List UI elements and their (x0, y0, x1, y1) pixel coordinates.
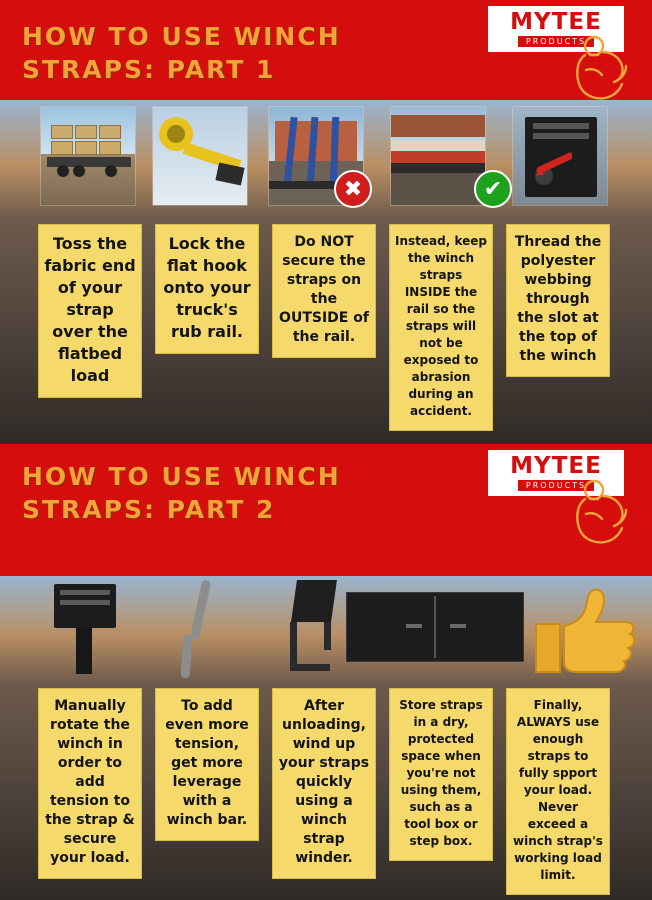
winch-rotate-photo (40, 578, 136, 678)
panel-part-1 (0, 0, 652, 444)
step-card-4: Instead, keep the winch straps INSIDE the rail so the straps will not be exposed to abrasion during an accident. (389, 224, 493, 431)
panel-1-steps (0, 220, 652, 444)
logo-wordmark-2: MYTEE (510, 453, 602, 479)
red-arrow-icon (526, 152, 572, 178)
logo-tagline: PRODUCTS (518, 36, 594, 47)
logo-wordmark: MYTEE (510, 9, 602, 35)
panel-part-2 (0, 444, 652, 900)
x-badge: ✖ (334, 170, 372, 208)
flat-hook-strap-photo (152, 106, 248, 206)
step-card-2: Lock the flat hook onto your truck's rub rail. (155, 224, 259, 354)
step-card-9: Store straps in a dry, protected space when you're not using them, such as a tool box or step box. (389, 688, 493, 861)
straps-inside-rail-photo (390, 106, 486, 206)
panel-2-steps (0, 684, 652, 900)
step-card-6: Manually rotate the winch in order to add tension to the strap & secure your load. (38, 688, 142, 879)
winch-bar-photo (152, 578, 248, 678)
step-card-1: Toss the fabric end of your strap over the flatbed load (38, 224, 142, 398)
step-card-5: Thread the polyester webbing through the slot at the top of the winch (506, 224, 610, 377)
check-badge: ✔ (474, 170, 512, 208)
muscle-mascot-icon (564, 30, 638, 100)
thumbs-up-icon (530, 584, 640, 676)
logo-tagline-2: PRODUCTS (518, 480, 594, 491)
brand-logo-2 (488, 450, 638, 546)
step-card-3: Do NOT secure the straps on the OUTSIDE of the rail. (272, 224, 376, 358)
panel-1-photo-strip (0, 100, 652, 220)
step-card-10: Finally, ALWAYS use enough straps to fully spport your load. Never exceed a winch strap's working load limit. (506, 688, 610, 895)
brand-logo (488, 6, 638, 100)
panel-1-header (0, 0, 652, 100)
panel-2-photo-strip (0, 576, 652, 684)
muscle-mascot-icon-2 (564, 474, 638, 546)
flatbed-load-photo (40, 106, 136, 206)
page-title-part-1: HOW TO USE WINCH STRAPS: PART 1 (22, 22, 341, 84)
thumbs-up-photo (530, 584, 640, 676)
page-title-part-2: HOW TO USE WINCH STRAPS: PART 2 (22, 462, 341, 524)
step-card-7: To add even more tension, get more leverage with a winch bar. (155, 688, 259, 841)
panel-2-header (0, 444, 652, 576)
step-card-8: After unloading, wind up your straps quickly using a winch strap winder. (272, 688, 376, 879)
tool-box-photo (346, 588, 528, 668)
